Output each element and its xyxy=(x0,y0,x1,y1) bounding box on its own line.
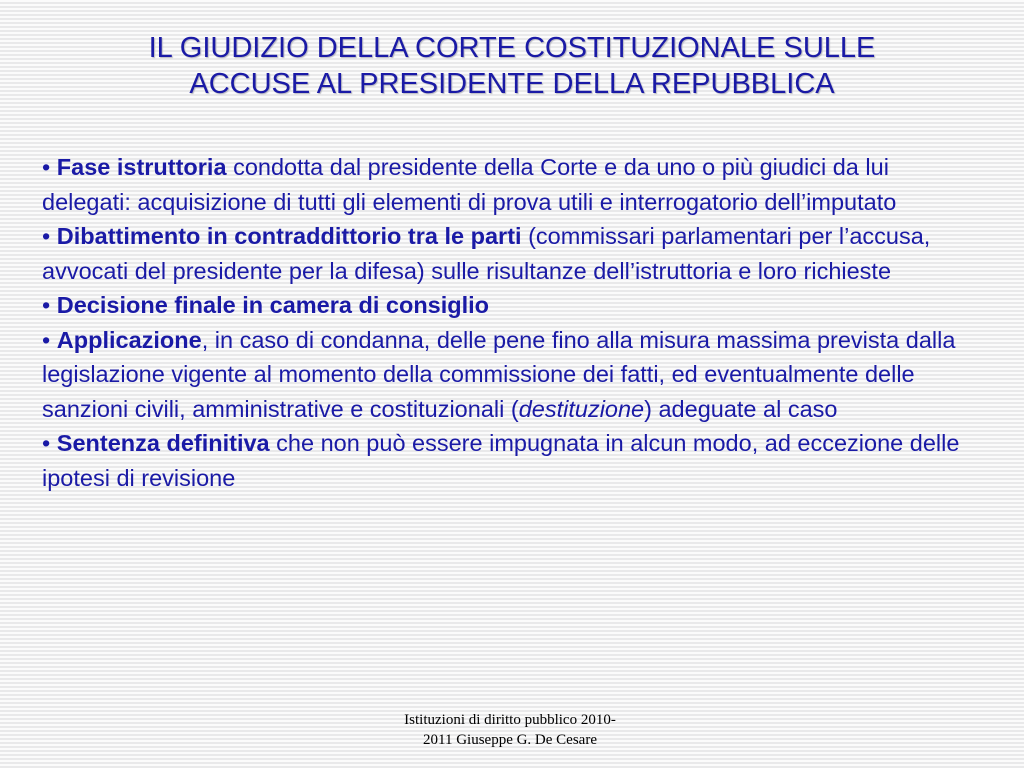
bullet-marker: • xyxy=(42,430,51,456)
bullet-text: condotta dal presidente della Corte e da uno o più giudici da lui delegati: acquisizione di tutti gli elementi di prova utili e interrogatorio dell’imputato xyxy=(42,154,897,215)
slide-footer xyxy=(340,710,680,750)
bullet-heading: Fase istruttoria xyxy=(56,154,227,180)
slide-title xyxy=(40,30,984,102)
bullet-heading: Applicazione xyxy=(56,326,202,353)
footer-line-1: Istituzioni di diritto pubblico 2010- xyxy=(404,712,616,728)
bullet-text: , in caso di condanna, delle pene fino alla misura massima prevista dalla legislazione vigente al momento della commissione dei fatti, ed eventualmente delle sanzioni civili, amministrative e costituzionali ( xyxy=(42,326,956,422)
bullet-item-applicazione xyxy=(42,323,972,427)
bullet-marker: • xyxy=(42,292,51,318)
bullet-heading: Dibattimento in contraddittorio tra le parti xyxy=(56,223,522,249)
bullet-heading: Decisione finale in camera di consiglio xyxy=(56,292,490,318)
slide-title-line-1: IL GIUDIZIO DELLA CORTE COSTITUZIONALE SULLE xyxy=(148,32,876,64)
bullet-text-end: ) adeguate al caso xyxy=(644,395,838,422)
bullet-text: che non può essere impugnata in alcun modo, ad eccezione delle ipotesi di revisione xyxy=(42,430,960,491)
bullet-marker: • xyxy=(42,223,51,249)
bullet-item-dibattimento xyxy=(42,219,972,288)
footer-line-2: 2011 Giuseppe G. De Cesare xyxy=(423,732,597,748)
bullet-marker: • xyxy=(42,326,51,353)
bullet-marker: • xyxy=(42,154,51,180)
slide-title-line-2: ACCUSE AL PRESIDENTE DELLA REPUBBLICA xyxy=(189,68,835,100)
bullet-italic-term: destituzione xyxy=(518,395,645,422)
bullet-item-sentenza-definitiva xyxy=(42,426,972,495)
bullet-text: (commissari parlamentari per l’accusa, avvocati del presidente per la difesa) sulle risultanze dell’istruttoria e loro richieste xyxy=(42,223,931,284)
bullet-item-decisione-finale xyxy=(42,288,972,323)
bullet-heading: Sentenza definitiva xyxy=(56,430,270,456)
slide-body xyxy=(42,150,972,495)
bullet-item-fase-istruttoria xyxy=(42,150,972,219)
